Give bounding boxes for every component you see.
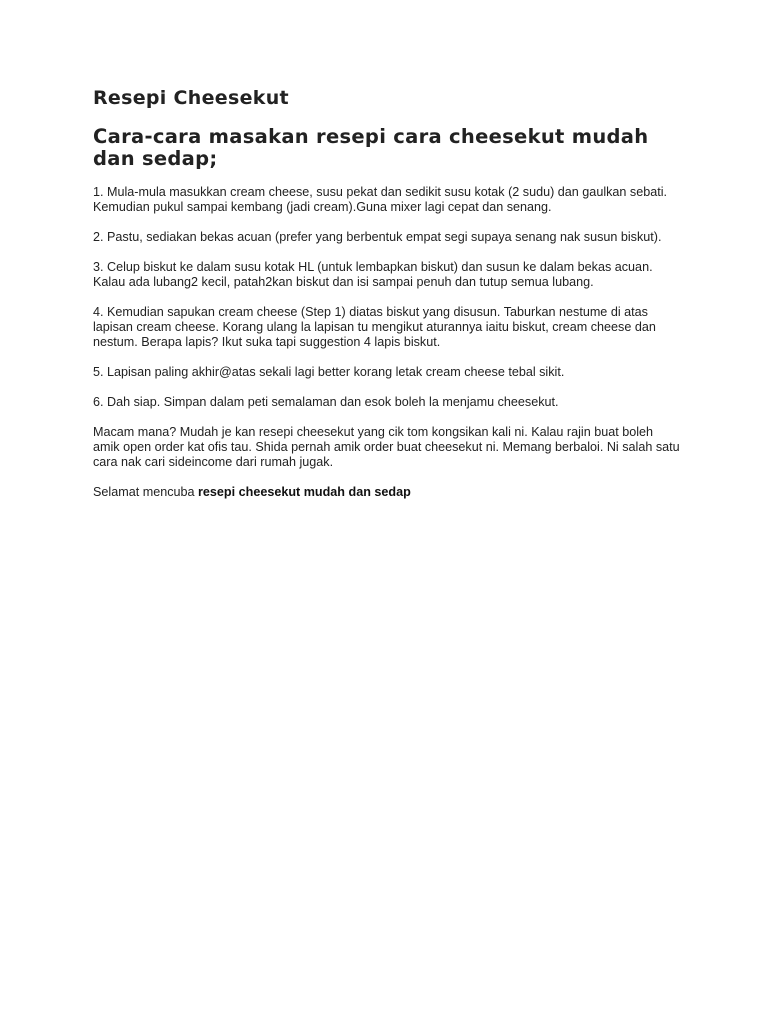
step-1: 1. Mula-mula masukkan cream cheese, susu pekat dan sedikit susu kotak (2 sudu) dan gaulkan sebati. Kemudian pukul sampai kembang (jadi cream).Guna mixer lagi cepat dan senang. <box>93 185 668 214</box>
closing-paragraph: Macam mana? Mudah je kan resepi cheesekut yang cik tom kongsikan kali ni. Kalau rajin buat boleh amik open order kat ofis tau. Shida pernah amik order buat cheesekut ni. Memang berbaloi. Ni salah satu cara nak cari sideincome dari rumah jugak. <box>93 425 680 469</box>
step-4: 4. Kemudian sapukan cream cheese (Step 1) diatas biskut yang disusun. Taburkan nestume di atas lapisan cream cheese. Korang ulang la lapisan tu mengikut aturannya iaitu biskut, cream cheese dan nestum. Berapa lapis? Ikut suka tapi suggestion 4 lapis biskut. <box>93 305 656 349</box>
step-3: 3. Celup biskut ke dalam susu kotak HL (untuk lembapkan biskut) dan susun ke dalam bekas acuan. Kalau ada lubang2 kecil, patah2kan biskut dan isi sampai penuh dan tutup semua lubang. <box>93 260 653 289</box>
document-subtitle: Cara-cara masakan resepi cara cheesekut mudah dan sedap; <box>93 125 649 170</box>
step-5: 5. Lapisan paling akhir@atas sekali lagi better korang letak cream cheese tebal sikit. <box>93 365 565 379</box>
step-6: 6. Dah siap. Simpan dalam peti semalaman dan esok boleh la menjamu cheesekut. <box>93 395 559 409</box>
signoff <box>93 485 683 500</box>
document-page <box>93 86 683 515</box>
signoff-bold: resepi cheesekut mudah dan sedap <box>198 485 411 499</box>
step-2: 2. Pastu, sediakan bekas acuan (prefer yang berbentuk empat segi supaya senang nak susun biskut). <box>93 230 662 244</box>
signoff-prefix: Selamat mencuba <box>93 485 199 499</box>
document-title: Resepi Cheesekut <box>93 87 289 109</box>
